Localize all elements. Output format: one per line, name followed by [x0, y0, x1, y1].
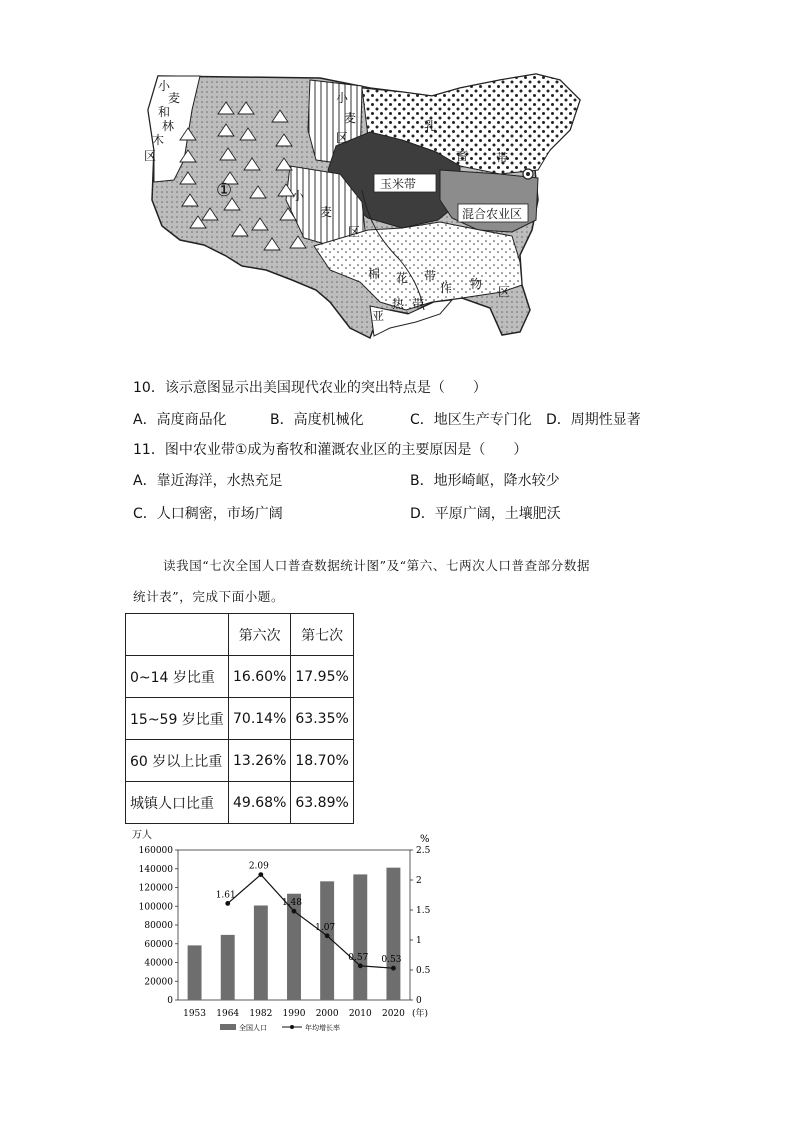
bar-2020	[386, 868, 400, 1000]
table-row	[126, 656, 354, 698]
table-cell: 63.35%	[291, 698, 353, 740]
map-label: 麦	[344, 111, 357, 125]
x-tick-label: 1964	[216, 1009, 240, 1019]
y-left-tick-label: 100000	[138, 902, 173, 913]
map-label: 畜	[456, 149, 469, 163]
q11-option-c[interactable]: C．人口稠密，市场广阔	[133, 506, 283, 522]
growth-rate-point-2000	[325, 933, 330, 938]
map-svg	[140, 70, 610, 350]
growth-rate-label: 1.48	[281, 898, 303, 909]
growth-rate-point-1982	[258, 872, 263, 877]
q11-option-b[interactable]: B．地形崎岖，降水较少	[410, 473, 560, 489]
population-chart	[124, 826, 454, 1031]
map-label: 热	[392, 297, 405, 311]
table-header-cell: 第七次	[291, 614, 353, 656]
chart-svg	[124, 826, 454, 1031]
map-label: 作	[440, 281, 453, 295]
table-cell: 60 岁以上比重	[126, 740, 229, 782]
q10-option-a[interactable]: A．高度商品化	[133, 412, 227, 428]
map-label: 区	[336, 131, 349, 145]
map-label: 带	[496, 151, 509, 165]
bar-2010	[353, 874, 367, 1000]
map-label: ①	[216, 180, 233, 201]
q10-option-b[interactable]: B．高度机械化	[270, 412, 364, 428]
intro-line-1: 读我国“七次全国人口普查数据统计图”及“第六、七两次人口普查部分数据	[163, 558, 591, 573]
map-label: 区	[144, 149, 157, 163]
map-label: 区	[498, 285, 511, 299]
q11-stem: 11．图中农业带①成为畜牧和灌溉农业区的主要原因是（ ）	[133, 442, 528, 458]
growth-rate-label: 1.07	[315, 922, 336, 933]
legend-bar-label: 全国人口	[239, 1024, 267, 1031]
table-header-row	[126, 614, 354, 656]
growth-rate-label: 1.61	[215, 890, 236, 901]
x-tick-label: 2010	[348, 1009, 372, 1019]
map-label: 林	[162, 119, 175, 133]
growth-rate-label: 0.57	[348, 952, 369, 963]
y-right-tick-label: 2.5	[416, 846, 431, 856]
table-row	[126, 698, 354, 740]
x-tick-label: 1953	[183, 1009, 207, 1019]
legend-line-marker	[290, 1025, 294, 1029]
growth-rate-point-1964	[225, 901, 230, 906]
map-label: 带	[412, 297, 425, 311]
y-left-tick-label: 80000	[144, 921, 173, 931]
x-tick-label: 1982	[249, 1009, 273, 1019]
y-left-tick-label: 0	[167, 996, 173, 1006]
x-tick-label: 2020	[381, 1009, 405, 1019]
table-cell: 49.68%	[229, 782, 291, 824]
table-header-cell	[126, 614, 229, 656]
growth-rate-point-2010	[358, 963, 363, 968]
bar-1982	[254, 905, 268, 1000]
y-left-tick-label: 160000	[138, 846, 173, 856]
table-cell: 13.26%	[229, 740, 291, 782]
bar-1964	[221, 935, 235, 1000]
growth-rate-label: 0.53	[381, 955, 402, 966]
map-label: 亚	[372, 309, 385, 323]
growth-rate-line	[228, 875, 394, 969]
census-table	[125, 613, 354, 824]
map-label: 带	[424, 269, 437, 283]
legend-bar-swatch	[220, 1024, 236, 1030]
legend-line-label: 年均增长率	[305, 1024, 340, 1031]
y-left-tick-label: 20000	[144, 977, 173, 988]
table-header-cell: 第六次	[229, 614, 291, 656]
intro-line-2: 统计表”，完成下面小题。	[133, 589, 285, 604]
q11-option-a[interactable]: A．靠近海洋，水热充足	[133, 473, 283, 489]
y-right-tick-label: 1	[416, 936, 422, 946]
table-cell: 0~14 岁比重	[126, 656, 229, 698]
x-axis-suffix: (年)	[412, 1009, 429, 1019]
y-left-tick-label: 60000	[144, 939, 173, 950]
city-marker-icon	[523, 169, 533, 179]
table-cell: 16.60%	[229, 656, 291, 698]
y-axis-right-title: %	[420, 834, 430, 845]
map-label: 小	[158, 79, 171, 93]
growth-rate-point-2020	[391, 966, 396, 971]
map-label: 区	[348, 225, 361, 239]
x-tick-label: 1990	[282, 1009, 306, 1019]
x-tick-label: 2000	[315, 1009, 339, 1019]
table-row	[126, 740, 354, 782]
table-cell: 15~59 岁比重	[126, 698, 229, 740]
table-cell: 70.14%	[229, 698, 291, 740]
y-left-tick-label: 140000	[138, 864, 173, 875]
table-cell: 18.70%	[291, 740, 353, 782]
map-label: 麦	[168, 91, 181, 105]
table-cell: 63.89%	[291, 782, 353, 824]
map-label: 乳	[424, 119, 437, 133]
y-right-tick-label: 1.5	[416, 906, 431, 916]
map-label: 玉米带	[380, 177, 417, 191]
table-cell: 城镇人口比重	[126, 782, 229, 824]
table-row	[126, 782, 354, 824]
map-label: 物	[470, 277, 483, 291]
map-label: 棉	[368, 267, 381, 281]
map-label: 木	[152, 133, 165, 147]
growth-rate-label: 2.09	[248, 861, 269, 872]
usa-agriculture-map	[140, 70, 610, 350]
y-left-tick-label: 40000	[144, 958, 173, 969]
map-label: 混合农业区	[462, 207, 523, 221]
y-right-tick-label: 0.5	[416, 966, 431, 976]
y-right-tick-label: 0	[416, 996, 422, 1006]
bar-1953	[188, 945, 202, 1000]
map-label: 小	[336, 91, 349, 105]
q11-option-d[interactable]: D．平原广阔，土壤肥沃	[410, 506, 561, 522]
y-axis-left-title: 万人	[132, 830, 152, 841]
table-cell: 17.95%	[291, 656, 353, 698]
q10-stem: 10．该示意图显示出美国现代农业的突出特点是（ ）	[133, 380, 487, 396]
growth-rate-point-1990	[292, 909, 297, 914]
q10-option-c[interactable]: C．地区生产专门化	[410, 412, 532, 428]
map-label: 小	[292, 189, 305, 203]
map-label: 和	[158, 105, 171, 119]
y-right-tick-label: 2	[416, 876, 422, 886]
map-label: 麦	[320, 205, 333, 219]
y-left-tick-label: 120000	[138, 883, 173, 894]
q10-option-d[interactable]: D．周期性显著	[546, 412, 641, 428]
map-label: 花	[396, 271, 409, 285]
